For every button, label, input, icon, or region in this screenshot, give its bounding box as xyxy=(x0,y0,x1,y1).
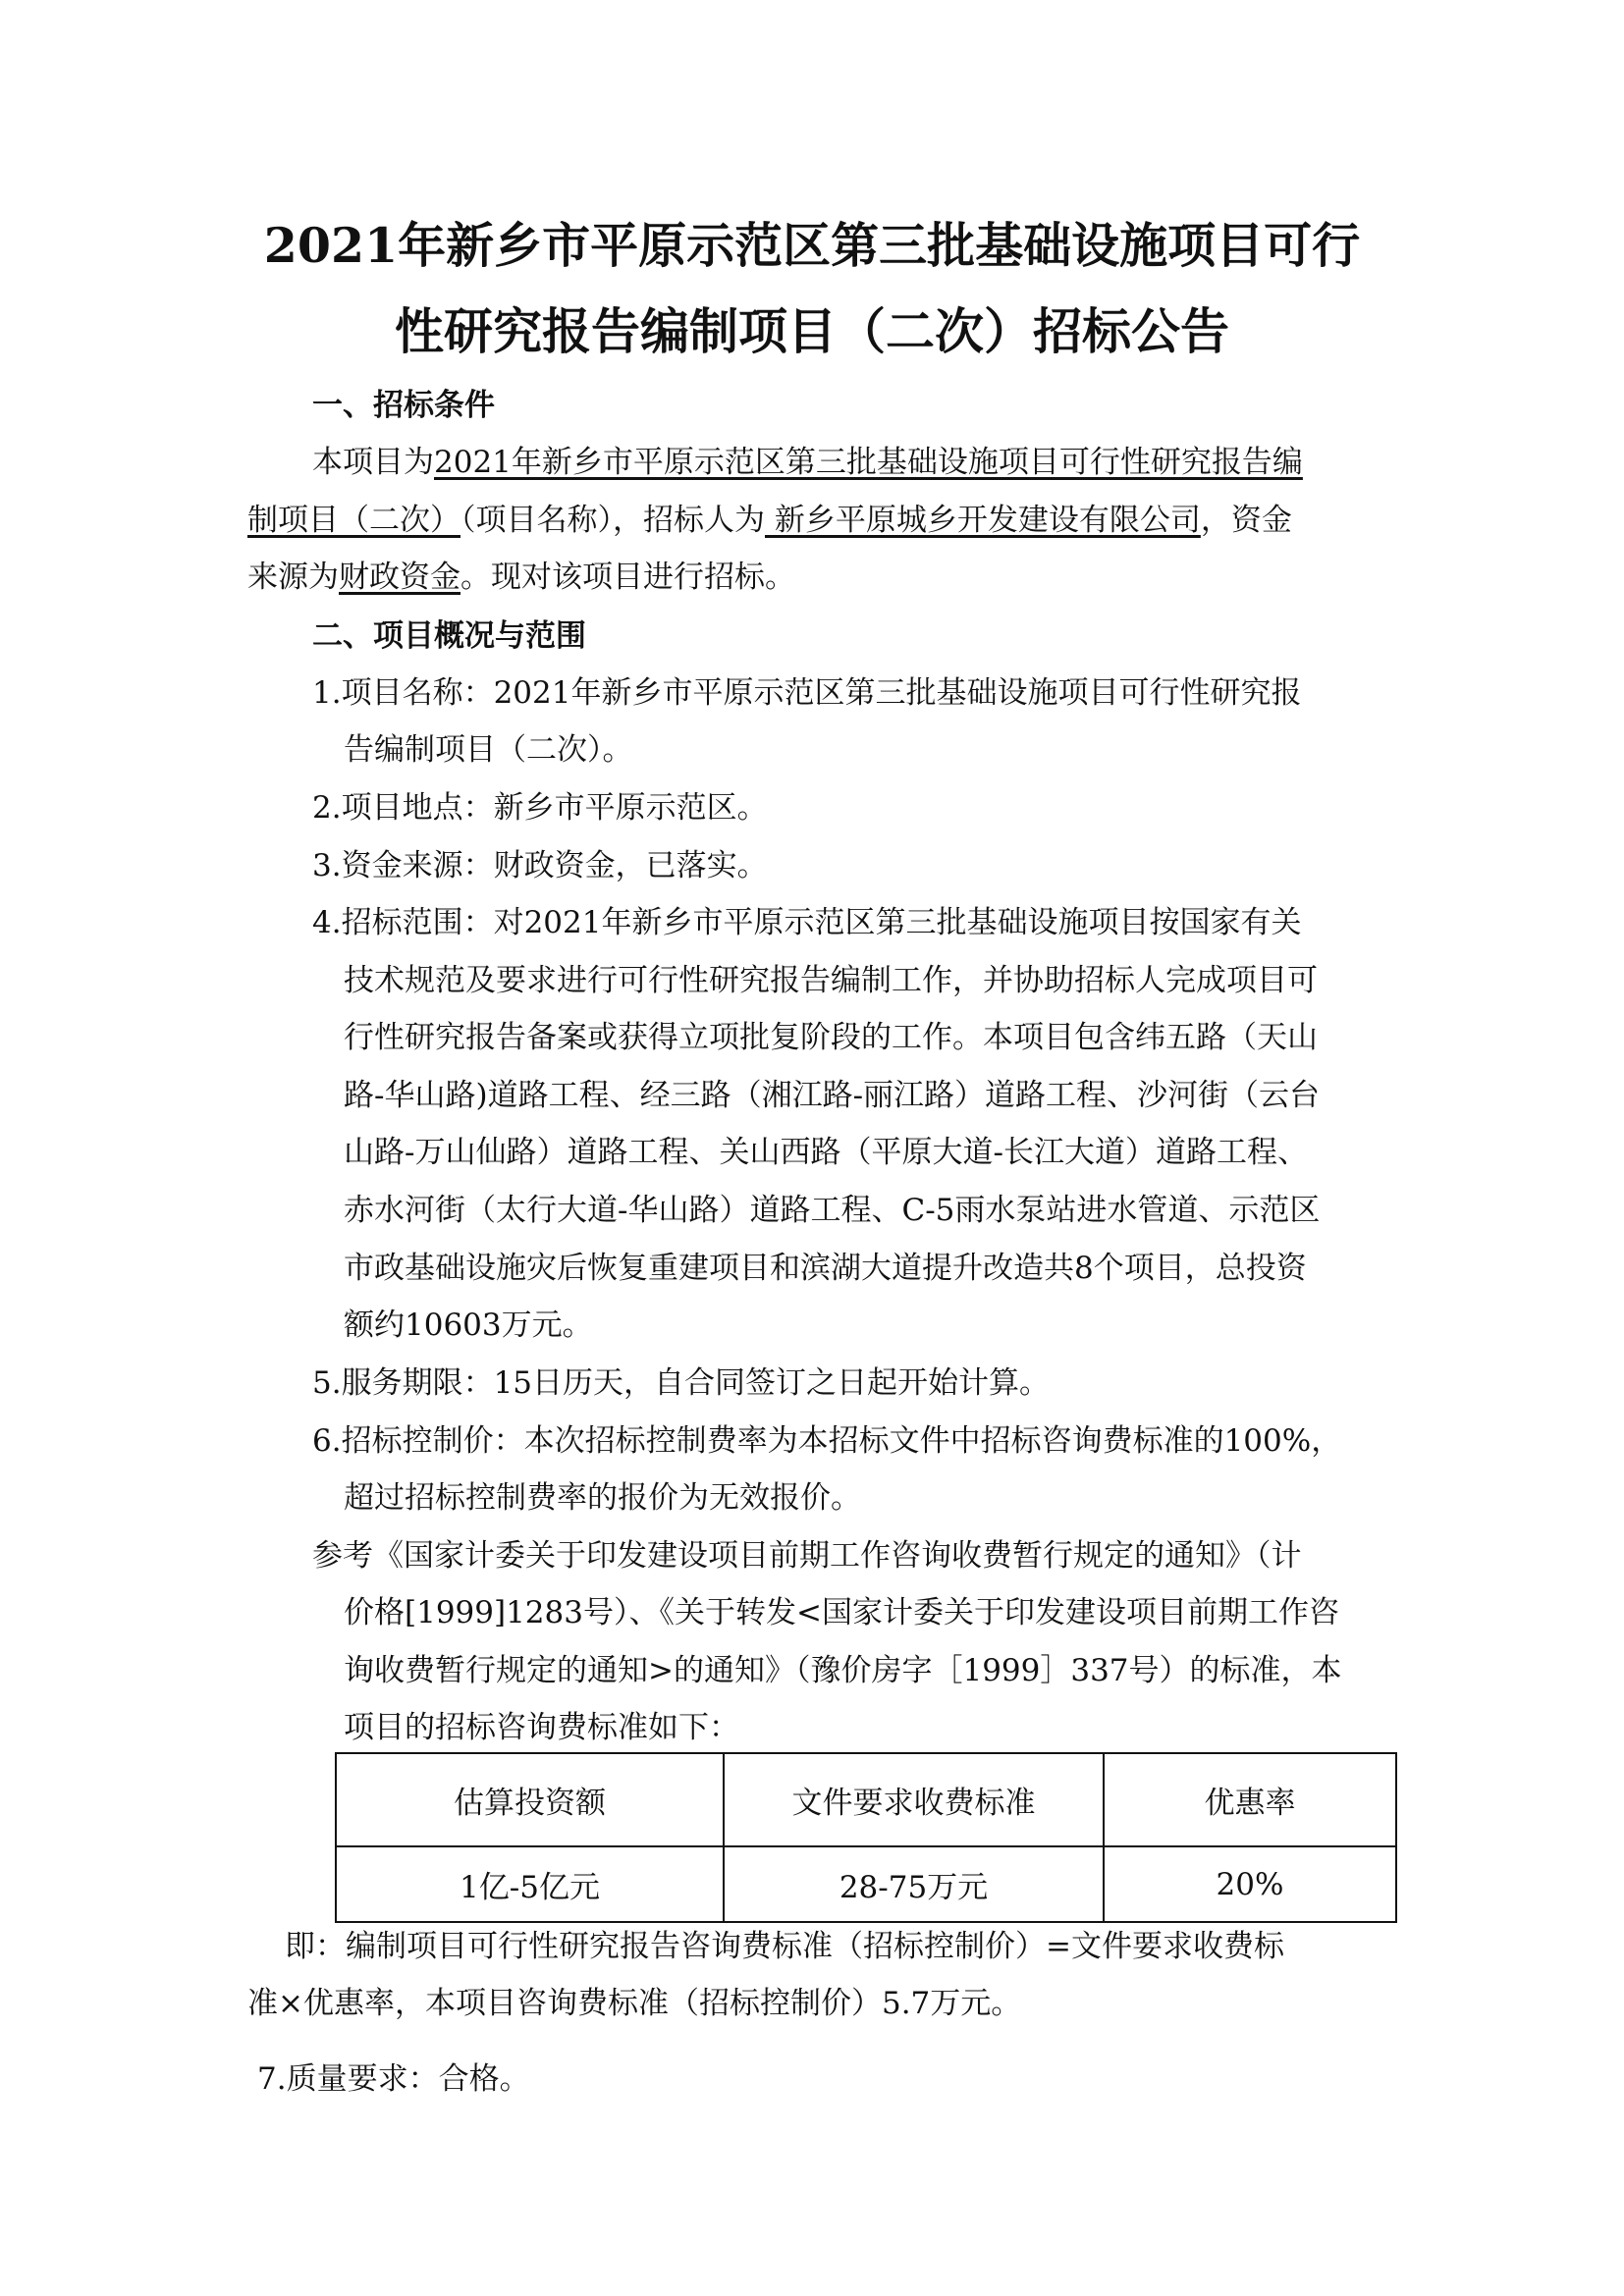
list-item-4-cont: 行性研究报告备案或获得立项批复阶段的工作。本项目包含纬五路（天山 xyxy=(344,1020,1318,1055)
list-item-1-cont: 告编制项目（二次）。 xyxy=(344,732,633,768)
table-header-row xyxy=(336,1753,1396,1846)
list-item-1: 1.项目名称：2021年新乡市平原示范区第三批基础设施项目可行性研究报 xyxy=(312,675,1302,711)
list-item-4-cont: 额约10603万元。 xyxy=(344,1308,593,1343)
reference-line: 询收费暂行规定的通知>的通知》（豫价房字［1999］337号）的标准，本 xyxy=(344,1653,1342,1688)
funding-underlined: 财政资金 xyxy=(339,560,460,595)
list-item-4: 4.招标范围：对2021年新乡市平原示范区第三批基础设施项目按国家有关 xyxy=(312,905,1302,940)
list-item-4-cont: 技术规范及要求进行可行性研究报告编制工作，并协助招标人完成项目可 xyxy=(344,963,1318,998)
formula-line: 即：编制项目可行性研究报告咨询费标准（招标控制价）=文件要求收费标 xyxy=(285,1929,1284,1964)
document-title-line-2: 性研究报告编制项目（二次）招标公告 xyxy=(395,302,1229,360)
list-item-7: 7.质量要求：合格。 xyxy=(257,2061,530,2097)
document-title-line-1: 2021年新乡市平原示范区第三批基础设施项目可行 xyxy=(263,217,1361,274)
project-name-underlined: 2021年新乡市平原示范区第三批基础设施项目可行性研究报告编 xyxy=(434,445,1303,480)
list-item-4-cont: 市政基础设施灾后恢复重建项目和滨湖大道提升改造共8个项目，总投资 xyxy=(344,1251,1307,1286)
list-item-2: 2.项目地点：新乡市平原示范区。 xyxy=(312,790,768,826)
text: ，资金 xyxy=(1200,503,1292,538)
table-header-cell: 文件要求收费标准 xyxy=(724,1753,1104,1846)
text: 。现对该项目进行招标。 xyxy=(460,560,795,595)
table-row xyxy=(336,1846,1396,1922)
section-heading-project-overview: 二、项目概况与范围 xyxy=(312,618,586,654)
list-item-3: 3.资金来源：财政资金，已落实。 xyxy=(312,848,768,883)
table-cell: 1亿-5亿元 xyxy=(336,1846,724,1922)
reference-line: 参考《国家计委关于印发建设项目前期工作咨询收费暂行规定的通知》（计 xyxy=(312,1538,1302,1574)
list-item-6-cont: 超过招标控制费率的报价为无效报价。 xyxy=(344,1480,861,1516)
list-item-4-cont: 路-华山路)道路工程、经三路（湘江路-丽江路）道路工程、沙河街（云台 xyxy=(344,1078,1321,1113)
table-cell: 20% xyxy=(1104,1846,1396,1922)
reference-line: 价格[1999]1283号）、《关于转发<国家计委关于印发建设项目前期工作咨 xyxy=(344,1595,1339,1630)
text: 本项目为 xyxy=(312,445,434,480)
text: （项目名称），招标人为 xyxy=(460,503,765,538)
list-item-5: 5.服务期限：15日历天，自合同签订之日起开始计算。 xyxy=(312,1365,1051,1401)
paragraph-line xyxy=(312,443,1303,482)
formula-line: 准×优惠率，本项目咨询费标准（招标控制价）5.7万元。 xyxy=(247,1986,1022,2021)
table-header-cell: 优惠率 xyxy=(1104,1753,1396,1846)
paragraph-line xyxy=(247,501,1292,540)
section-heading-tender-conditions: 一、招标条件 xyxy=(312,388,495,423)
tenderer-underlined: 新乡平原城乡开发建设有限公司 xyxy=(765,503,1201,538)
text: 来源为 xyxy=(247,560,339,595)
table-header-cell: 估算投资额 xyxy=(336,1753,724,1846)
table-cell: 28-75万元 xyxy=(724,1846,1104,1922)
list-item-6: 6.招标控制价：本次招标控制费率为本招标文件中招标咨询费标准的100%， xyxy=(312,1423,1342,1459)
reference-line: 项目的招标咨询费标准如下： xyxy=(344,1710,739,1745)
paragraph-line xyxy=(247,558,795,597)
list-item-4-cont: 赤水河街（太行大道-华山路）道路工程、C-5雨水泵站进水管道、示范区 xyxy=(344,1193,1321,1228)
project-name-underlined: 制项目（二次） xyxy=(247,503,460,538)
list-item-4-cont: 山路-万山仙路）道路工程、关山西路（平原大道-长江大道）道路工程、 xyxy=(344,1135,1308,1170)
fee-standard-table xyxy=(335,1752,1397,1923)
